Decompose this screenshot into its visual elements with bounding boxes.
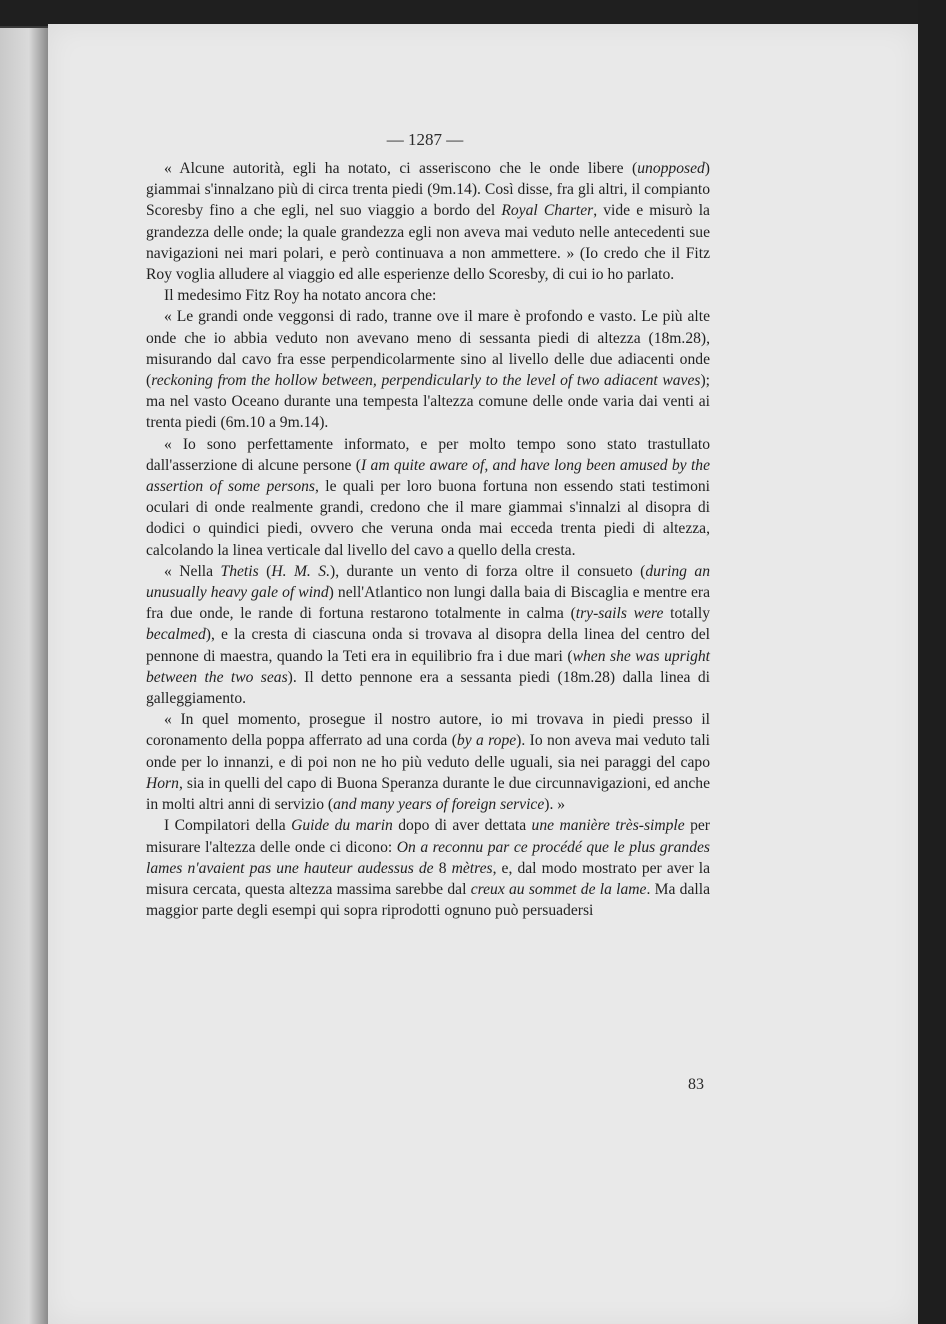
text-run: ) nell'Atlantico non lungi dalla baia di Biscaglia e mentre era fra due onde, le rande di fortuna restarono totalmente in calma ( [146, 584, 710, 623]
scanner-top-border [0, 0, 946, 26]
text-run: 8 [433, 859, 452, 877]
italic-text-run: by a rope [456, 732, 517, 750]
paragraph [146, 285, 710, 306]
text-run: dopo di aver dettata [392, 817, 532, 835]
paragraph [146, 709, 710, 815]
paragraph [146, 434, 710, 561]
text-run: ( [258, 562, 272, 580]
italic-text-run: Royal Charter [501, 202, 594, 220]
text-run: ); ma nel vasto Oceano durante una tempesta l'altezza comune delle onde varia dai venti ai trenta piedi (6m.10 a 9m.14). [146, 372, 710, 432]
text-run: , le quali per loro buona fortuna non essendo stati testimoni oculari di onde realmente grandi, credono che il mare giammai s'innalzi al disopra di dodici o quindici piedi, ovvero che veruna onda mai ecceda trenta piedi di altezza, calcolando la linea verticale dal livello del cavo a quello della cresta. [146, 478, 710, 559]
italic-text-run: during an unusually heavy gale of wind [146, 562, 710, 602]
italic-text-run: Guide du marin [291, 817, 393, 835]
italic-text-run: becalmed [146, 626, 206, 644]
italic-text-run: une manière très-simple [531, 817, 685, 835]
body-text [146, 158, 710, 921]
signature-mark: 83 [688, 1076, 704, 1093]
text-run: . Ma dalla maggior parte degli esempi qui sopra riprodotti ognuno può persuadersi [146, 880, 710, 920]
text-run: I Compilatori della [164, 817, 292, 835]
page-number-header: — 1287 — [386, 130, 464, 149]
italic-text-run: and many years of foreign service [333, 796, 545, 814]
text-run: « Le grandi onde veggonsi di rado, tranne ove il mare è profondo e vasto. Le più alte onde che io abbia veduto non avevano meno di sessanta piedi di altezza (18m.28), misurando dal cavo fra esse perpendicolarmente sino al livello delle due adiacenti onde ( [146, 308, 710, 390]
left-page-edge [0, 28, 48, 1324]
text-run: ), e la cresta di ciascuna onda si trovava al disopra della linea del centro del pennone di maestra, quando la Teti era in equilibrio fra i due mari ( [146, 626, 710, 665]
text-run: Il medesimo Fitz Roy ha notato ancora che: [164, 287, 437, 305]
italic-text-run: when she was upright between the two seas [146, 647, 710, 686]
paragraph [146, 815, 710, 921]
paragraph [146, 561, 710, 709]
text-run: ). Il detto pennone era a sessanta piedi (18m.28) dalla linea di galleggiamento. [146, 668, 710, 708]
italic-text-run: Thetis [220, 562, 259, 580]
italic-text-run: creux au sommet de la lame [470, 880, 647, 898]
text-run: « Nella [164, 562, 221, 580]
italic-text-run: unopposed [637, 160, 705, 177]
scanner-right-border [918, 0, 946, 1324]
text-run: ). Io non aveva mai veduto tali onde per lo innanzi, e di poi non ne ho più veduto delle uguali, sia nei paraggi del capo [146, 732, 710, 771]
text-run: per misurare l'altezza delle onde ci dicono: [146, 817, 710, 856]
text-run: totally [663, 605, 710, 623]
italic-text-run: On a reconnu par ce procédé que le plus grandes lames n'avaient pas une hauteur audessus de [146, 838, 710, 877]
italic-text-run: try-sails were [575, 605, 664, 623]
italic-text-run: H. M. S. [271, 562, 330, 580]
text-run: ), durante un vento di forza oltre il consueto ( [330, 562, 646, 580]
text-run: ). » [544, 796, 566, 814]
italic-text-run: Horn [146, 774, 179, 792]
text-run: ) giammai s'innalzano più di circa trenta piedi (9m.14). Così disse, fra gli altri, il compianto Scoresby fino a che egli, nel suo viaggio a bordo del [146, 160, 710, 220]
paragraph [146, 306, 710, 433]
text-run: « Io sono perfettamente informato, e per molto tempo sono stato trastullato dall'asserzione di alcune persone ( [146, 435, 710, 474]
text-run: « In quel momento, prosegue il nostro autore, io mi trovava in piedi presso il coronamento della poppa afferrato ad una corda ( [146, 711, 710, 750]
text-run: « Alcune autorità, egli ha notato, ci asseriscono che le onde libere ( [164, 160, 638, 177]
italic-text-run: I am quite aware of, and have long been amused by the assertion of some persons [146, 456, 710, 496]
text-run: , sia in quelli del capo di Buona Speranza durante le due circunnavigazioni, ed anche in molti altri anni di servizio ( [146, 774, 710, 814]
text-run: , e, dal modo mostrato per aver la misura cercata, questa altezza massima sarebbe dal [146, 859, 710, 898]
italic-text-run: mètres [451, 859, 493, 877]
italic-text-run: reckoning from the hollow between, perpendicularly to the level of two adiacent waves [151, 372, 701, 390]
text-run: , vide e misurò la grandezza delle onde; la quale grandezza egli non aveva mai veduto nelle antecedenti sue navigazioni nei mari polari, e però continuava a non ammettere. » (Io credo che il Fitz Roy voglia alludere al viaggio ed alle esperienze dello Scoresby, di cui io ho parlato. [146, 202, 710, 284]
paragraph [146, 158, 710, 285]
